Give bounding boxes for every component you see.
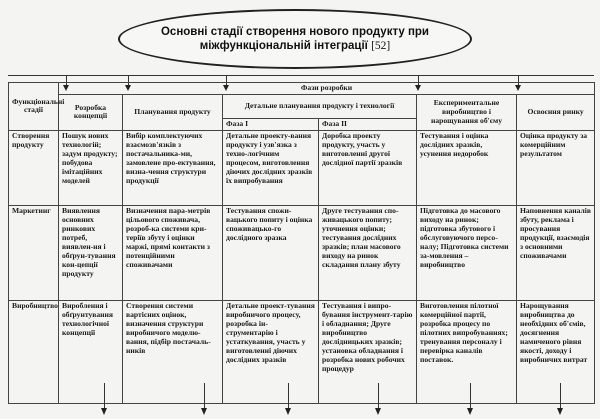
table-cell: Друге тестування спо-живацького попиту; уточнення оцінки; тестування дослідних зразків; план масового виходу на ринок складання плану збуту <box>319 205 417 300</box>
table-cell: Нарощування виробництва до необхідних об'ємів, досягнення намиченого рівня якості, доходу і виробничих витрат <box>517 300 595 403</box>
row-label: Маркетинг <box>9 205 59 300</box>
row-label: Створення продукту <box>9 130 59 205</box>
table-row <box>9 130 595 205</box>
down-arrow-icon <box>288 383 289 409</box>
phase-1-header: Фаза I <box>223 119 319 131</box>
top-rule <box>8 75 594 76</box>
down-arrow-icon <box>204 383 205 409</box>
development-phases-header: Фази розробки <box>59 83 595 95</box>
column-header-pilot-production: Експериментальне виробництво і нарощування об'єму <box>417 95 517 131</box>
table-cell: Підготовка до масового виходу на ринок; підготовка збутового і обслуговуючого персо-налу; Підготовка системи за-мовлення – виробництво <box>417 205 517 300</box>
table-cell: Тестування спожи-вацького попиту і оцінка споживацько-го дослідного зразка <box>223 205 319 300</box>
down-arrow-icon <box>470 383 471 409</box>
table-row <box>9 205 595 300</box>
functional-stages-header: Функціональні стадії <box>9 83 59 131</box>
table-cell: Детальне проекту-вання продукту і узв'язка з техно-логічним процесом, виготовлення діючих дослідних зразків їх випробування <box>223 130 319 205</box>
title-reference: [52] <box>371 40 391 52</box>
column-header-market: Освоєння ринку <box>517 95 595 131</box>
phase-2-header: Фаза II <box>319 119 417 131</box>
title-line-1: Основні стадії створення нового продукту при <box>160 25 429 38</box>
table-row <box>9 300 595 403</box>
table-cell: Тестування і оцінка дослідних зразків, усунення недоробок <box>417 130 517 205</box>
title <box>161 25 429 54</box>
table-cell: Вироблення і обґрунтування технологічної концепції <box>59 300 123 403</box>
column-header-concept: Розробка концепції <box>59 95 123 131</box>
table-cell: Визначення пара-метрів цільового споживача, розроб-ка системи кри-теріїв збуту і оцінки маржі, прямі контакти з потенційними споживачами <box>123 205 223 300</box>
down-arrow-icon <box>104 383 105 409</box>
column-header-detailed-planning: Детальне планування продукту і технології <box>223 95 417 119</box>
table-cell: Оцінка продукту за комерційним результатом <box>517 130 595 205</box>
title-line-2: міжфункціональній інтеграції <box>199 40 368 52</box>
column-header-planning: Планування продукту <box>123 95 223 131</box>
title-oval <box>118 9 472 69</box>
table-cell: Створення системи вартісних оцінок, визначення структури виробничого моделю-вання, підбір постачаль-ників <box>123 300 223 403</box>
table-cell: Виготовлення пілотної комерційної партії, розробка процесу по пілотних випробуваннях; тренування персоналу і перевірка каналів поставок. <box>417 300 517 403</box>
table-cell: Доробка проекту продукту, участь у виготовленні другої дослідної партії зразків <box>319 130 417 205</box>
row-label: Виробництво <box>9 300 59 403</box>
down-arrow-icon <box>378 383 379 409</box>
table-cell: Пошук нових технологій; задум продукту; побудова імітаційних моделей <box>59 130 123 205</box>
table-cell: Наповнення каналів збуту, реклама і просування продукції, взаємодія з основними споживачами <box>517 205 595 300</box>
table-cell: Виявлення основних ринкових потреб, виявлен-ня і обґрун-тування кон-цепції продукту <box>59 205 123 300</box>
table-cell: Тестування і випро-бування інструмент-тарію і обладнання; Друге виробництво дослідницьких зразків; установка обладнання і розробка нових робочих процедур <box>319 300 417 403</box>
table-cell: Вибір комплектуючих взаємозв'язків з постачальника-ми, замовлене про-ектування, визна-чення структури продукції <box>123 130 223 205</box>
table-cell: Детальне проект-тування виробничого процесу, розробка ін-струментарію і устаткування, участь у виготовленні діючих дослідних зразків <box>223 300 319 403</box>
stages-table <box>8 82 595 404</box>
down-arrow-icon <box>560 383 561 409</box>
